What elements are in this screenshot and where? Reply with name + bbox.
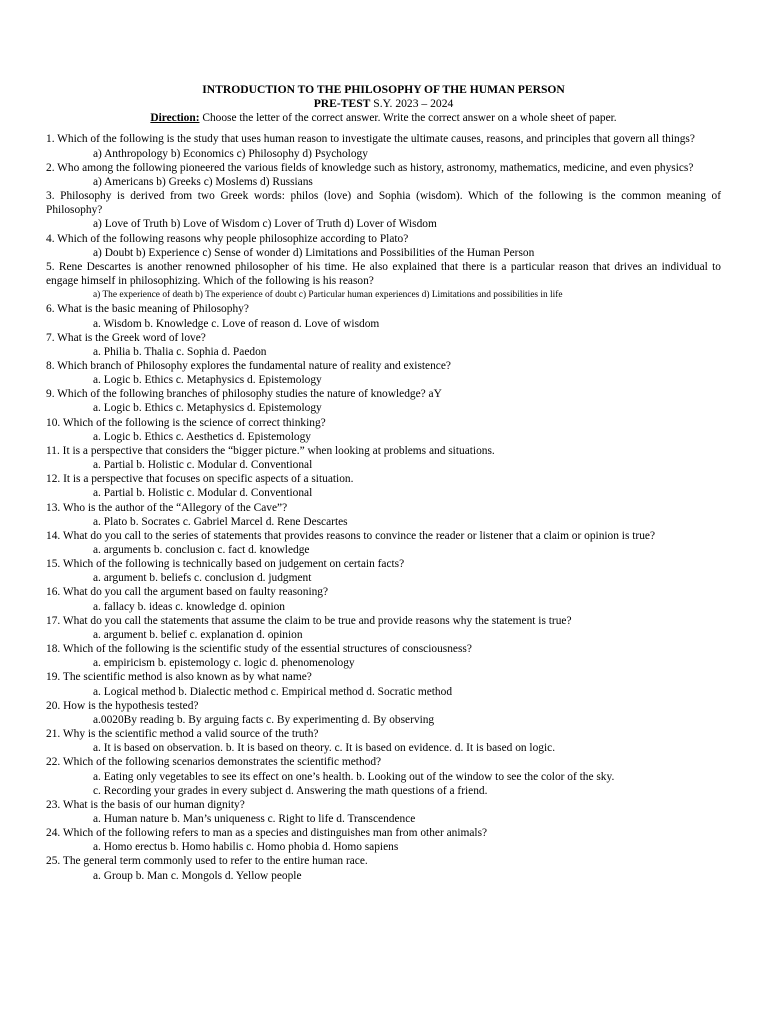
question-item — [46, 699, 721, 727]
answer-choices: a. Human nature b. Man’s uniqueness c. Right to life d. Transcendence — [93, 812, 416, 825]
answer-choices: a. argument b. belief c. explanation d. opinion — [93, 628, 303, 641]
answer-choices: a) Doubt b) Experience c) Sense of wonder d) Limitations and Possibilities of the Human Person — [93, 246, 535, 259]
answer-choices: a. Logical method b. Dialectic method c. Empirical method d. Socratic method — [93, 685, 453, 698]
question-item — [46, 472, 721, 500]
answer-choices: a. Logic b. Ethics c. Metaphysics d. Epistemology — [93, 402, 322, 415]
answer-choices: a. argument b. beliefs c. conclusion d. judgment — [93, 572, 312, 585]
question-text: 20. How is the hypothesis tested? — [46, 699, 199, 712]
question-text: 9. Which of the following branches of philosophy studies the nature of knowledge? aY — [46, 388, 442, 401]
answer-choices: a. Philia b. Thalia c. Sophia d. Paedon — [93, 345, 267, 358]
question-text: 22. Which of the following scenarios demonstrates the scientific method? — [46, 756, 382, 769]
question-text: 14. What do you call to the series of statements that provides reasons to convince the reader or listener that a claim or opinion is true? — [46, 529, 656, 542]
question-item — [46, 161, 721, 189]
question-item — [46, 755, 721, 797]
answer-choices: a. Eating only vegetables to see its effect on one’s health. b. Looking out of the window to see the color of the sky. — [93, 770, 615, 783]
question-text: 3. Philosophy is derived from two Greek words: philos (love) and Sophia (wisdom). Which of the following is the common meaning of Philosophy? — [46, 190, 721, 217]
question-item — [46, 670, 721, 698]
question-text: 10. Which of the following is the science of correct thinking? — [46, 416, 326, 429]
answer-choices: a. Logic b. Ethics c. Aesthetics d. Epistemology — [93, 430, 311, 443]
pretest-label: PRE-TEST — [313, 97, 371, 111]
question-text: 18. Which of the following is the scientific study of the essential structures of consciousness? — [46, 643, 472, 656]
question-text: 23. What is the basis of our human dignity? — [46, 798, 245, 811]
document-title: INTRODUCTION TO THE PHILOSOPHY OF THE HUMAN PERSON — [202, 83, 565, 96]
direction-label: Direction: — [150, 112, 200, 125]
direction-text: Choose the letter of the correct answer. Write the correct answer on a whole sheet of paper. — [199, 112, 617, 125]
question-text: 5. Rene Descartes is another renowned philosopher of his time. He also explained that there is a particular reason that drives an individual to engage himself in philosophizing. Which of the following is his reason? — [46, 260, 721, 288]
answer-choices: a. Partial b. Holistic c. Modular d. Conventional — [93, 459, 313, 472]
answer-choices: a) The experience of death b) The experience of doubt c) Particular human experiences d) Limitations and possibilities in life — [93, 290, 563, 301]
question-item — [46, 557, 721, 585]
question-item — [46, 302, 721, 330]
question-text: 25. The general term commonly used to refer to the entire human race. — [46, 855, 368, 868]
answer-choices: a) Love of Truth b) Love of Wisdom c) Lover of Truth d) Lover of Wisdom — [93, 218, 437, 231]
question-item — [46, 529, 721, 557]
question-text: 6. What is the basic meaning of Philosophy? — [46, 303, 249, 316]
answer-choices: a. Logic b. Ethics c. Metaphysics d. Epistemology — [93, 374, 322, 387]
question-text: 21. Why is the scientific method a valid source of the truth? — [46, 728, 319, 741]
question-item — [46, 359, 721, 387]
answer-choices: a. arguments b. conclusion c. fact d. knowledge — [93, 544, 310, 556]
question-item — [46, 387, 721, 415]
school-year: S.Y. 2023 – 2024 — [370, 97, 454, 111]
pretest-line — [46, 97, 721, 111]
question-text: 4. Which of the following reasons why people philosophize according to Plato? — [46, 232, 409, 245]
question-text: 17. What do you call the statements that assume the claim to be true and provide reasons why the statement is true? — [46, 614, 572, 627]
question-text: 12. It is a perspective that focuses on specific aspects of a situation. — [46, 473, 354, 486]
question-item — [46, 416, 721, 444]
question-text: 7. What is the Greek word of love? — [46, 331, 206, 344]
question-list — [46, 132, 721, 882]
test-document — [46, 83, 721, 883]
answer-choices: a. It is based on observation. b. It is based on theory. c. It is based on evidence. d. It is based on logic. — [93, 742, 556, 755]
answer-choices: a. Group b. Man c. Mongols d. Yellow people — [93, 869, 302, 882]
question-text: 1. Which of the following is the study that uses human reason to investigate the ultimate causes, reasons, and principles that govern all things? — [46, 133, 695, 146]
question-item — [46, 189, 721, 231]
document-header — [46, 83, 721, 125]
question-item — [46, 826, 721, 854]
answer-choices: a. Plato b. Socrates c. Gabriel Marcel d. Rene Descartes — [93, 515, 348, 528]
question-item — [46, 642, 721, 670]
question-item — [46, 798, 721, 826]
answer-choices: a. fallacy b. ideas c. knowledge d. opinion — [93, 600, 286, 613]
question-text: 15. Which of the following is technically based on judgement on certain facts? — [46, 558, 405, 571]
question-text: 8. Which branch of Philosophy explores the fundamental nature of reality and existence? — [46, 359, 451, 372]
question-item — [46, 614, 721, 642]
question-item — [46, 727, 721, 755]
answer-choices: a.0020By reading b. By arguing facts c. By experimenting d. By observing — [93, 713, 435, 726]
question-item — [46, 444, 721, 472]
question-text: 19. The scientific method is also known as by what name? — [46, 671, 312, 684]
question-item — [46, 132, 721, 160]
direction-line — [46, 111, 721, 125]
question-text: 2. Who among the following pioneered the various fields of knowledge such as history, astronomy, mathematics, medicine, and even physics? — [46, 161, 694, 174]
question-item — [46, 232, 721, 260]
question-item — [46, 260, 721, 302]
question-text: 13. Who is the author of the “Allegory of the Cave”? — [46, 501, 288, 514]
answer-choices: a. empiricism b. epistemology c. logic d. phenomenology — [93, 657, 355, 670]
question-text: 24. Which of the following refers to man as a species and distinguishes man from other animals? — [46, 827, 488, 840]
question-item — [46, 585, 721, 613]
question-text: 16. What do you call the argument based on faulty reasoning? — [46, 586, 329, 599]
answer-choices: c. Recording your grades in every subject d. Answering the math questions of a friend. — [93, 784, 488, 797]
question-item — [46, 501, 721, 529]
answer-choices: a. Wisdom b. Knowledge c. Love of reason d. Love of wisdom — [93, 317, 380, 330]
question-item — [46, 331, 721, 359]
answer-choices: a) Anthropology b) Economics c) Philosophy d) Psychology — [93, 147, 368, 160]
answer-choices: a. Partial b. Holistic c. Modular d. Conventional — [93, 487, 313, 500]
question-text: 11. It is a perspective that considers the “bigger picture.” when looking at problems and situations. — [46, 444, 495, 457]
answer-choices: a) Americans b) Greeks c) Moslems d) Russians — [93, 175, 313, 188]
answer-choices: a. Homo erectus b. Homo habilis c. Homo phobia d. Homo sapiens — [93, 841, 399, 854]
question-item — [46, 854, 721, 882]
